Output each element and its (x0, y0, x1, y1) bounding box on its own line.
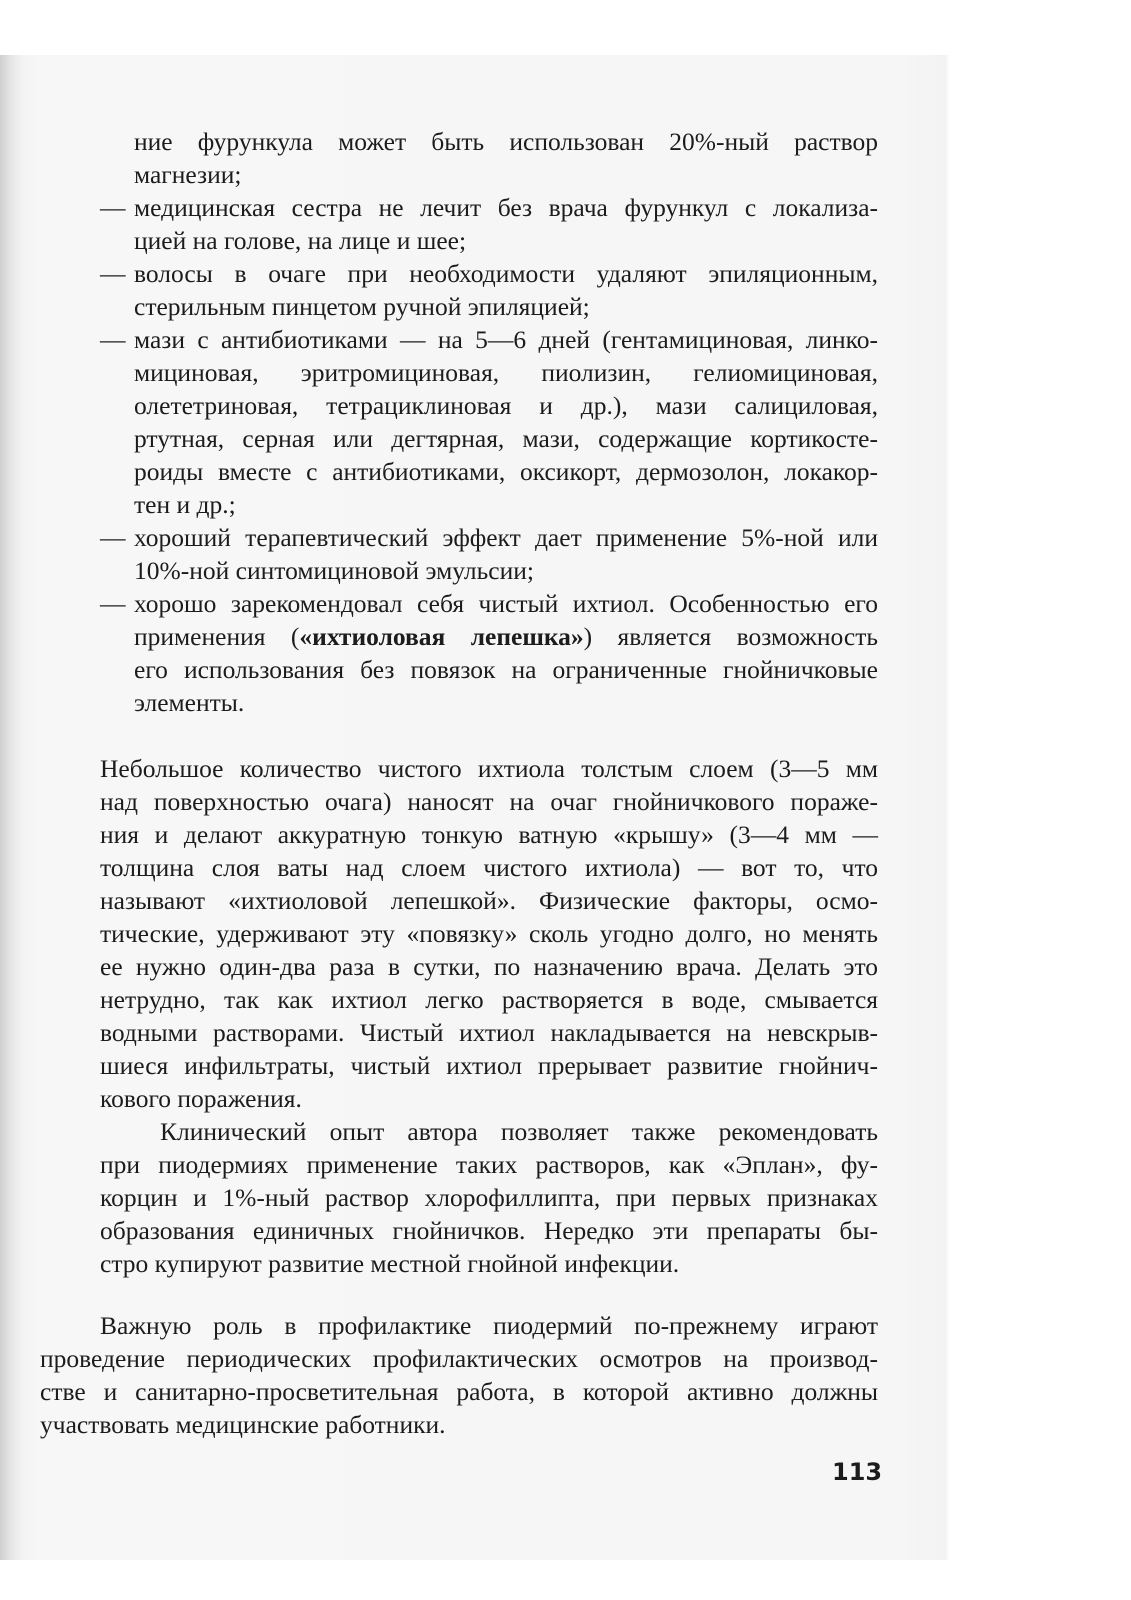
text-line: водными растворами. Чистый ихтиол накладывается на невскрыв- (100, 1018, 878, 1047)
text-line: при пиодермиях применение таких растворов, как «Эплан», фу- (100, 1150, 878, 1179)
text-line: ее нужно один-два раза в сутки, по назначению врача. Делать это (100, 952, 878, 981)
text-line: ния и делают аккуратную тонкую ватную «крышу» (3—4 мм — (100, 820, 878, 849)
text-line: корцин и 1%-ный раствор хлорофиллипта, при первых признаках (100, 1183, 878, 1212)
text-line: кового поражения. (100, 1084, 302, 1113)
text-line: его использования без повязок на ограниченные гнойничковые (134, 655, 878, 684)
text-line: ртутная, серная или дегтярная, мази, содержащие кортикосте- (134, 424, 878, 453)
text-line: цией на голове, на лице и шее; (134, 226, 467, 255)
text-line: 10%-ной синтомициновой эмульсии; (134, 556, 534, 585)
text-line: мициновая, эритромициновая, пиолизин, гелиомициновая, (134, 358, 878, 387)
text-line: толщина слоя ваты над слоем чистого ихтиола) — вот то, что (100, 853, 878, 882)
bold-term: «ихтиоловая лепешка» (299, 622, 584, 651)
text-line: волосы в очаге при необходимости удаляют эпиляционным, (134, 259, 878, 288)
list-dash: — (100, 325, 126, 354)
text-line: элементы. (134, 688, 245, 717)
text-line: стерильным пинцетом ручной эпиляцией; (134, 292, 590, 321)
text-line: роиды вместе с антибиотиками, оксикорт, дермозолон, локакор- (134, 457, 878, 486)
text-line: называют «ихтиоловой лепешкой». Физические факторы, осмо- (100, 886, 878, 915)
text-line: шиеся инфильтраты, чистый ихтиол прерывает развитие гнойнич- (100, 1051, 878, 1080)
text-line: образования единичных гнойничков. Нередко эти препараты бы- (100, 1216, 878, 1245)
text-line: Клинический опыт автора позволяет также рекомендовать (160, 1117, 878, 1146)
text-line: олететриновая, тетрациклиновая и др.), мази салициловая, (134, 391, 878, 420)
text-line: ние фурункула может быть использован 20%-ный раствор (134, 127, 878, 156)
text-line-with-bold-term (134, 620, 878, 653)
list-dash: — (100, 523, 126, 552)
text-line: стве и санитарно-просветительная работа, в которой активно должны (40, 1377, 878, 1406)
text-line: Важную роль в профилактике пиодермий по-прежнему играют (100, 1311, 878, 1340)
text-line: тические, удерживают эту «повязку» сколь угодно долго, но менять (100, 919, 878, 948)
text-line: проведение периодических профилактических осмотров на производ- (40, 1344, 878, 1373)
list-dash: — (100, 259, 126, 288)
list-dash: — (100, 589, 126, 618)
list-dash: — (100, 193, 126, 222)
text-line: тен и др.; (134, 490, 236, 519)
text-line: над поверхностью очага) наносят на очаг гнойничкового пораже- (100, 787, 878, 816)
text-line: участвовать медицинские работники. (40, 1410, 446, 1439)
text-line: Небольшое количество чистого ихтиола толстым слоем (3—5 мм (100, 754, 878, 783)
text-line: хороший терапевтический эффект дает применение 5%-ной или (134, 523, 878, 552)
text-line: хорошо зарекомендовал себя чистый ихтиол. Особенностью его (134, 589, 878, 618)
text-span: ) является возможность (583, 622, 878, 651)
text-line: нетрудно, так как ихтиол легко растворяется в воде, смывается (100, 985, 878, 1014)
text-span: применения ( (134, 622, 300, 651)
text-line: магнезии; (134, 160, 242, 189)
page-number: 113 (832, 1458, 883, 1486)
text-line: медицинская сестра не лечит без врача фурункул с локализа- (134, 193, 878, 222)
text-line: стро купируют развитие местной гнойной инфекции. (100, 1249, 680, 1278)
text-line: мази с антибиотиками — на 5—6 дней (гентамициновая, линко- (134, 325, 878, 354)
